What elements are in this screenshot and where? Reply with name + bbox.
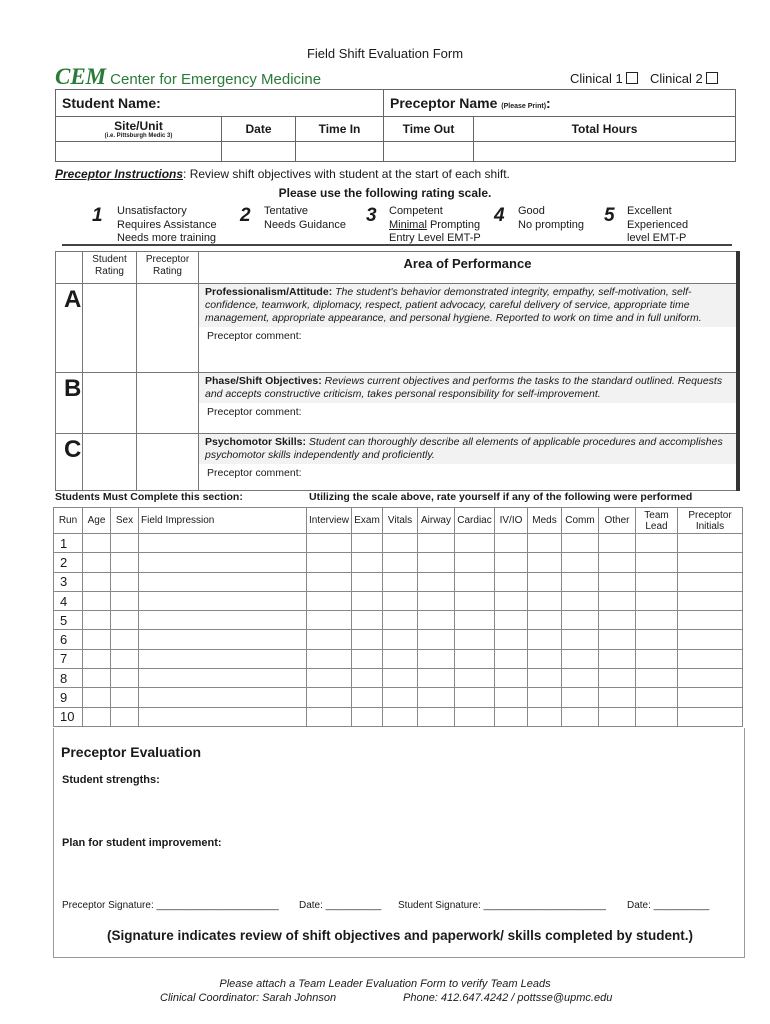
area-a-description: Professionalism/Attitude: The student's behavior demonstrated integrity, empathy, self-motivation, self-confidence, teamwork, diplomacy, respect, patient advocacy, careful delivery of service, appropriate time management, appropriate appearance, and personal hygiene. Reported to work on time and in full uniform. (199, 284, 736, 327)
total-hours-input[interactable] (474, 142, 736, 162)
footer-attach-note: Please attach a Team Leader Evaluation Form to verify Team Leads (219, 978, 551, 990)
area-b-preceptor-rating[interactable] (137, 373, 199, 434)
col-exam: Exam (352, 508, 383, 534)
run-cell-cardiac[interactable] (455, 591, 495, 610)
run-cell-meds[interactable] (528, 630, 562, 649)
run-row (54, 553, 743, 572)
clinical-1-option[interactable] (570, 71, 638, 86)
run-cell-meds[interactable] (528, 534, 562, 553)
run-cell-preceptor-initials[interactable] (678, 572, 743, 591)
run-cell-interview[interactable] (307, 707, 352, 726)
run-cell-sex[interactable] (111, 688, 139, 707)
footer-contact: Phone: 412.647.4242 / pottsse@upmc.edu (403, 992, 613, 1004)
run-cell-iv-io[interactable] (495, 611, 528, 630)
area-a-preceptor-rating[interactable] (137, 284, 199, 373)
run-cell-exam[interactable] (352, 688, 383, 707)
run-cell-field-impression[interactable] (139, 630, 307, 649)
clinical-2-option[interactable] (650, 71, 718, 86)
improvement-plan-label: Plan for student improvement: (62, 837, 222, 849)
run-cell-sex[interactable] (111, 669, 139, 688)
run-cell-vitals[interactable] (383, 669, 418, 688)
run-cell-interview[interactable] (307, 649, 352, 668)
area-a-student-rating[interactable] (83, 284, 137, 373)
area-b-letter: B (56, 373, 83, 434)
student-strengths-label: Student strengths: (62, 774, 160, 786)
run-cell-exam[interactable] (352, 630, 383, 649)
run-cell-cardiac[interactable] (455, 649, 495, 668)
run-cell-preceptor-initials[interactable] (678, 707, 743, 726)
run-cell-field-impression[interactable] (139, 669, 307, 688)
run-cell-age[interactable] (83, 591, 111, 610)
run-cell-exam[interactable] (352, 669, 383, 688)
run-cell-cardiac[interactable] (455, 572, 495, 591)
run-cell-exam[interactable] (352, 591, 383, 610)
run-cell-meds[interactable] (528, 572, 562, 591)
run-cell-airway[interactable] (418, 669, 455, 688)
run-cell-age[interactable] (83, 669, 111, 688)
run-cell-interview[interactable] (307, 534, 352, 553)
area-a-comment[interactable]: Preceptor comment: (207, 330, 302, 342)
run-cell-cardiac[interactable] (455, 534, 495, 553)
divider (62, 244, 732, 246)
scale-1-number: 1 (92, 205, 103, 226)
signature-note: (Signature indicates review of shift objectives and paperwork/ skills completed by student.) (107, 928, 693, 943)
run-cell-meds[interactable] (528, 707, 562, 726)
run-cell-field-impression[interactable] (139, 591, 307, 610)
run-log-table (53, 507, 743, 727)
run-cell-comm[interactable] (562, 630, 599, 649)
scale-5-desc: Excellent Experienced level EMT-P (627, 205, 689, 244)
run-row (54, 611, 743, 630)
col-preceptor-initials: Preceptor Initials (678, 508, 743, 534)
clinical-1-label: Clinical 1 (570, 71, 623, 86)
run-cell-iv-io[interactable] (495, 707, 528, 726)
run-number: 2 (54, 553, 83, 572)
preceptor-rating-header: Preceptor Rating (137, 252, 199, 284)
run-cell-sex[interactable] (111, 649, 139, 668)
run-cell-cardiac[interactable] (455, 630, 495, 649)
run-cell-preceptor-initials[interactable] (678, 688, 743, 707)
run-cell-team-lead[interactable] (636, 611, 678, 630)
run-cell-vitals[interactable] (383, 630, 418, 649)
run-number: 1 (54, 534, 83, 553)
run-cell-meds[interactable] (528, 688, 562, 707)
col-run: Run (54, 508, 83, 534)
run-cell-age[interactable] (83, 611, 111, 630)
run-cell-exam[interactable] (352, 611, 383, 630)
run-cell-other[interactable] (599, 572, 636, 591)
run-cell-comm[interactable] (562, 611, 599, 630)
run-number: 3 (54, 572, 83, 591)
area-c-description: Psychomotor Skills: Student can thoroughly describe all elements of applicable procedures and accomplishes psychomotor skills independently and proficiently. (199, 434, 736, 464)
scale-4-desc: Good No prompting (518, 205, 585, 231)
run-row (54, 572, 743, 591)
cem-logo (55, 64, 321, 90)
run-cell-interview[interactable] (307, 572, 352, 591)
area-heading: Area of Performance (199, 252, 739, 284)
run-cell-comm[interactable] (562, 553, 599, 572)
run-cell-field-impression[interactable] (139, 572, 307, 591)
scale-2-desc: Tentative Needs Guidance (264, 205, 346, 231)
run-cell-airway[interactable] (418, 553, 455, 572)
run-number: 10 (54, 707, 83, 726)
run-cell-other[interactable] (599, 688, 636, 707)
time-in-input[interactable] (296, 142, 384, 162)
run-cell-airway[interactable] (418, 707, 455, 726)
run-cell-other[interactable] (599, 649, 636, 668)
run-cell-iv-io[interactable] (495, 591, 528, 610)
run-row (54, 591, 743, 610)
run-cell-preceptor-initials[interactable] (678, 649, 743, 668)
run-cell-meds[interactable] (528, 591, 562, 610)
run-number: 7 (54, 649, 83, 668)
run-cell-exam[interactable] (352, 553, 383, 572)
run-cell-interview[interactable] (307, 669, 352, 688)
run-cell-airway[interactable] (418, 534, 455, 553)
run-cell-cardiac[interactable] (455, 669, 495, 688)
run-number: 4 (54, 591, 83, 610)
clinical-2-checkbox[interactable] (706, 72, 718, 84)
blank-header (56, 252, 83, 284)
run-cell-preceptor-initials[interactable] (678, 611, 743, 630)
run-cell-iv-io[interactable] (495, 534, 528, 553)
area-of-performance-table (55, 251, 740, 491)
area-b-comment[interactable]: Preceptor comment: (207, 406, 302, 418)
time-out-input[interactable] (384, 142, 474, 162)
col-cardiac: Cardiac (455, 508, 495, 534)
run-cell-interview[interactable] (307, 688, 352, 707)
run-row (54, 534, 743, 553)
col-vitals: Vitals (383, 508, 418, 534)
run-cell-meds[interactable] (528, 611, 562, 630)
scale-2-number: 2 (240, 205, 251, 226)
run-cell-iv-io[interactable] (495, 572, 528, 591)
scale-5-number: 5 (604, 205, 615, 226)
run-cell-other[interactable] (599, 553, 636, 572)
run-cell-team-lead[interactable] (636, 553, 678, 572)
site-example: (i.e. Pittsburgh Medic 3) (104, 133, 173, 139)
run-cell-other[interactable] (599, 591, 636, 610)
col-other: Other (599, 508, 636, 534)
run-cell-cardiac[interactable] (455, 611, 495, 630)
footer-coordinator: Clinical Coordinator: Sarah Johnson (160, 992, 337, 1004)
area-c-letter: C (56, 434, 83, 491)
run-cell-interview[interactable] (307, 611, 352, 630)
preceptor-evaluation-section (53, 728, 745, 958)
run-cell-exam[interactable] (352, 649, 383, 668)
run-cell-sex[interactable] (111, 553, 139, 572)
run-cell-airway[interactable] (418, 591, 455, 610)
run-cell-iv-io[interactable] (495, 630, 528, 649)
run-cell-preceptor-initials[interactable] (678, 534, 743, 553)
scale-1-desc: Unsatisfactory Requires Assistance Needs more training (117, 205, 217, 244)
please-print-note: (Please Print) (501, 103, 547, 110)
date-header: Date (222, 117, 296, 142)
run-cell-comm[interactable] (562, 534, 599, 553)
run-cell-comm[interactable] (562, 649, 599, 668)
student-signature-line[interactable]: Student Signature: ______________________ (398, 900, 606, 911)
run-cell-other[interactable] (599, 669, 636, 688)
date-input[interactable] (222, 142, 296, 162)
area-a-letter: A (56, 284, 83, 373)
form-title: Field Shift Evaluation Form (306, 46, 464, 61)
run-cell-sex[interactable] (111, 591, 139, 610)
run-cell-airway[interactable] (418, 611, 455, 630)
run-cell-airway[interactable] (418, 630, 455, 649)
run-row (54, 649, 743, 668)
student-name-field[interactable]: Student Name: (56, 90, 384, 117)
run-cell-other[interactable] (599, 707, 636, 726)
preceptor-date-line[interactable]: Date: __________ (299, 900, 382, 911)
col-meds: Meds (528, 508, 562, 534)
run-cell-team-lead[interactable] (636, 572, 678, 591)
run-cell-age[interactable] (83, 572, 111, 591)
scale-3-desc: Competent Minimal Prompting Entry Level EMT-P (389, 205, 481, 244)
preceptor-evaluation-title: Preceptor Evaluation (61, 744, 202, 760)
run-cell-iv-io[interactable] (495, 669, 528, 688)
run-cell-meds[interactable] (528, 669, 562, 688)
clinical-1-checkbox[interactable] (626, 72, 638, 84)
run-cell-comm[interactable] (562, 688, 599, 707)
run-cell-team-lead[interactable] (636, 534, 678, 553)
run-cell-comm[interactable] (562, 572, 599, 591)
run-number: 5 (54, 611, 83, 630)
run-cell-age[interactable] (83, 688, 111, 707)
run-cell-airway[interactable] (418, 649, 455, 668)
header-table (55, 89, 736, 162)
col-iv-io: IV/IO (495, 508, 528, 534)
run-row (54, 630, 743, 649)
run-cell-vitals[interactable] (383, 611, 418, 630)
run-cell-interview[interactable] (307, 630, 352, 649)
run-cell-vitals[interactable] (383, 553, 418, 572)
run-cell-team-lead[interactable] (636, 630, 678, 649)
logo-name: Center for Emergency Medicine (110, 71, 322, 88)
col-sex: Sex (111, 508, 139, 534)
run-cell-preceptor-initials[interactable] (678, 553, 743, 572)
run-cell-iv-io[interactable] (495, 649, 528, 668)
run-number: 6 (54, 630, 83, 649)
preceptor-name-field[interactable]: Preceptor Name (Please Print): (384, 90, 736, 117)
run-row (54, 688, 743, 707)
col-airway: Airway (418, 508, 455, 534)
time-in-header: Time In (296, 117, 384, 142)
run-cell-cardiac[interactable] (455, 553, 495, 572)
run-cell-vitals[interactable] (383, 707, 418, 726)
run-cell-field-impression[interactable] (139, 534, 307, 553)
area-b-description: Phase/Shift Objectives: Reviews current objectives and performs the tasks to the standard outlined. Requests and accepts constructive criticism, takes personal responsibility for self-improvement. (199, 373, 736, 403)
run-cell-exam[interactable] (352, 534, 383, 553)
run-row (54, 669, 743, 688)
run-cell-vitals[interactable] (383, 591, 418, 610)
run-cell-preceptor-initials[interactable] (678, 630, 743, 649)
run-cell-field-impression[interactable] (139, 707, 307, 726)
run-cell-sex[interactable] (111, 611, 139, 630)
student-rating-header: Student Rating (83, 252, 137, 284)
run-cell-other[interactable] (599, 534, 636, 553)
run-cell-field-impression[interactable] (139, 611, 307, 630)
run-number: 9 (54, 688, 83, 707)
site-unit-input[interactable] (56, 142, 222, 162)
run-cell-cardiac[interactable] (455, 688, 495, 707)
run-cell-airway[interactable] (418, 572, 455, 591)
preceptor-instructions: Preceptor Instructions: Review shift objectives with student at the start of each shift. (55, 167, 510, 181)
run-cell-meds[interactable] (528, 553, 562, 572)
run-cell-exam[interactable] (352, 707, 383, 726)
total-hours-header: Total Hours (474, 117, 736, 142)
run-cell-iv-io[interactable] (495, 553, 528, 572)
run-cell-comm[interactable] (562, 707, 599, 726)
run-cell-comm[interactable] (562, 669, 599, 688)
scale-4-number: 4 (494, 205, 505, 226)
site-unit-header: Site/Unit (i.e. Pittsburgh Medic 3) (56, 117, 222, 142)
run-cell-team-lead[interactable] (636, 591, 678, 610)
col-field-impression: Field Impression (139, 508, 307, 534)
run-cell-preceptor-initials[interactable] (678, 669, 743, 688)
scale-3-number: 3 (366, 205, 377, 226)
run-cell-exam[interactable] (352, 572, 383, 591)
run-cell-meds[interactable] (528, 649, 562, 668)
area-c-comment[interactable]: Preceptor comment: (207, 467, 302, 479)
run-cell-field-impression[interactable] (139, 688, 307, 707)
area-b-student-rating[interactable] (83, 373, 137, 434)
run-cell-sex[interactable] (111, 630, 139, 649)
run-cell-vitals[interactable] (383, 649, 418, 668)
student-date-line[interactable]: Date: __________ (627, 900, 710, 911)
area-c-preceptor-rating[interactable] (137, 434, 199, 491)
run-header-row (54, 508, 743, 534)
run-cell-other[interactable] (599, 611, 636, 630)
col-team-lead: Team Lead (636, 508, 678, 534)
run-cell-airway[interactable] (418, 688, 455, 707)
preceptor-signature-line[interactable]: Preceptor Signature: ______________________ (62, 900, 279, 911)
clinical-2-label: Clinical 2 (650, 71, 703, 86)
run-cell-age[interactable] (83, 649, 111, 668)
run-cell-team-lead[interactable] (636, 688, 678, 707)
run-cell-interview[interactable] (307, 553, 352, 572)
self-rating-instructions: Utilizing the scale above, rate yourself if any of the following were performed (309, 491, 693, 503)
run-cell-vitals[interactable] (383, 534, 418, 553)
run-cell-age[interactable] (83, 630, 111, 649)
run-cell-field-impression[interactable] (139, 649, 307, 668)
run-cell-age[interactable] (83, 707, 111, 726)
run-cell-team-lead[interactable] (636, 649, 678, 668)
students-section-label: Students Must Complete this section: (55, 491, 243, 503)
run-cell-team-lead[interactable] (636, 669, 678, 688)
area-c-student-rating[interactable] (83, 434, 137, 491)
run-cell-team-lead[interactable] (636, 707, 678, 726)
logo-abbr: CEM (55, 64, 107, 89)
run-number: 8 (54, 669, 83, 688)
run-cell-other[interactable] (599, 630, 636, 649)
run-cell-sex[interactable] (111, 572, 139, 591)
run-cell-interview[interactable] (307, 591, 352, 610)
scale-heading: Please use the following rating scale. (278, 186, 492, 200)
run-cell-vitals[interactable] (383, 688, 418, 707)
col-comm: Comm (562, 508, 599, 534)
time-out-header: Time Out (384, 117, 474, 142)
run-cell-cardiac[interactable] (455, 707, 495, 726)
run-cell-comm[interactable] (562, 591, 599, 610)
run-cell-age[interactable] (83, 534, 111, 553)
run-cell-vitals[interactable] (383, 572, 418, 591)
run-cell-age[interactable] (83, 553, 111, 572)
run-row (54, 707, 743, 726)
run-cell-sex[interactable] (111, 534, 139, 553)
run-cell-field-impression[interactable] (139, 553, 307, 572)
col-interview: Interview (307, 508, 352, 534)
run-cell-preceptor-initials[interactable] (678, 591, 743, 610)
run-cell-sex[interactable] (111, 707, 139, 726)
run-cell-iv-io[interactable] (495, 688, 528, 707)
col-age: Age (83, 508, 111, 534)
